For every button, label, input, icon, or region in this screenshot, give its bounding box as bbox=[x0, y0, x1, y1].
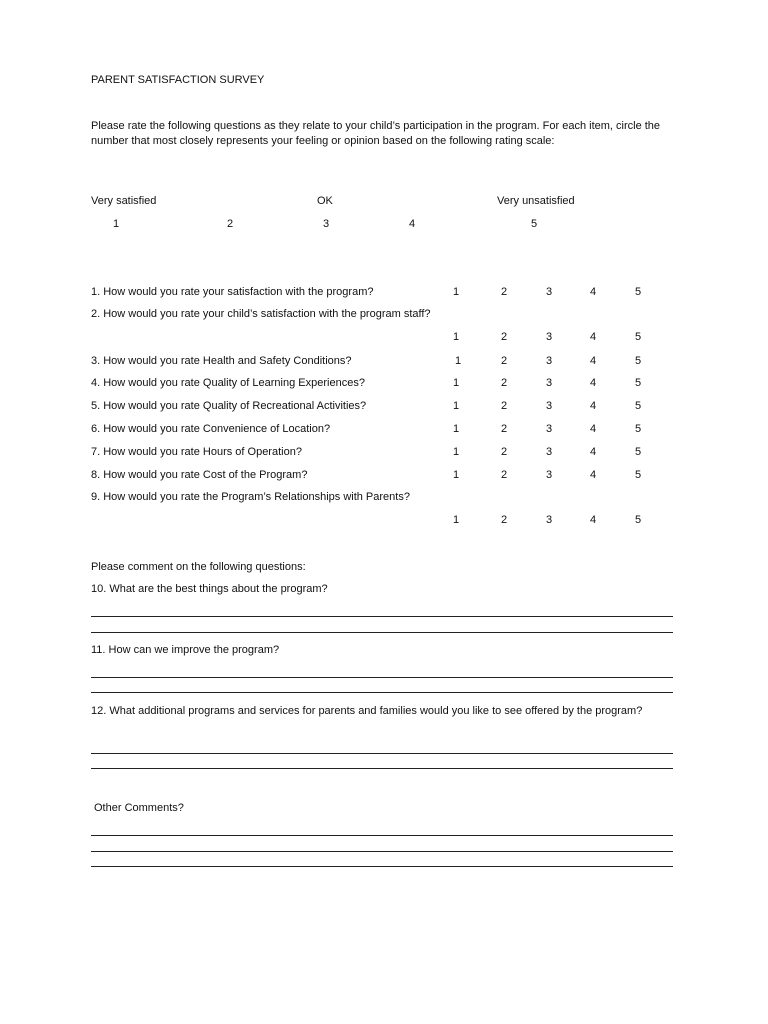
rating-option[interactable]: 5 bbox=[634, 331, 642, 343]
rating-option[interactable]: 5 bbox=[634, 355, 642, 367]
rating-option[interactable]: 4 bbox=[589, 514, 597, 526]
question-label: 6. How would you rate Convenience of Location? bbox=[91, 423, 331, 435]
rating-option[interactable]: 1 bbox=[452, 286, 460, 298]
intro-paragraph: Please rate the following questions as they relate to your child’s participation in the program. For each item, circle the number that most closely represents your feeling or opinion based on the following rating scale: bbox=[91, 120, 661, 147]
rating-option[interactable]: 5 bbox=[634, 400, 642, 412]
answer-line[interactable] bbox=[91, 616, 673, 617]
rating-option[interactable]: 2 bbox=[500, 400, 508, 412]
rating-option[interactable]: 1 bbox=[452, 400, 460, 412]
answer-line[interactable] bbox=[91, 692, 673, 693]
rating-option[interactable]: 3 bbox=[545, 446, 553, 458]
answer-line[interactable] bbox=[91, 632, 673, 633]
rating-option[interactable]: 1 bbox=[452, 446, 460, 458]
rating-option[interactable]: 4 bbox=[589, 355, 597, 367]
question-label: 2. How would you rate your child’s satisfaction with the program staff? bbox=[91, 308, 431, 320]
rating-option[interactable]: 3 bbox=[545, 377, 553, 389]
rating-option[interactable]: 5 bbox=[634, 446, 642, 458]
rating-option[interactable]: 1 bbox=[452, 514, 460, 526]
rating-option[interactable]: 1 bbox=[452, 469, 460, 481]
question-label: 1. How would you rate your satisfaction with the program? bbox=[91, 286, 374, 298]
question-label: 5. How would you rate Quality of Recreational Activities? bbox=[91, 400, 367, 412]
rating-option[interactable]: 5 bbox=[634, 377, 642, 389]
answer-line[interactable] bbox=[91, 835, 673, 836]
question-label: 3. How would you rate Health and Safety Conditions? bbox=[91, 355, 352, 367]
rating-option[interactable]: 2 bbox=[500, 469, 508, 481]
scale-label-ok: OK bbox=[317, 195, 333, 207]
rating-option[interactable]: 2 bbox=[500, 286, 508, 298]
rating-option[interactable]: 4 bbox=[589, 286, 597, 298]
rating-option[interactable]: 3 bbox=[545, 331, 553, 343]
rating-option[interactable]: 3 bbox=[545, 514, 553, 526]
rating-option[interactable]: 2 bbox=[500, 331, 508, 343]
rating-option[interactable]: 4 bbox=[589, 446, 597, 458]
rating-option[interactable]: 2 bbox=[500, 377, 508, 389]
scale-label-very-satisfied: Very satisfied bbox=[91, 195, 157, 207]
rating-option[interactable]: 3 bbox=[545, 286, 553, 298]
rating-option[interactable]: 2 bbox=[500, 423, 508, 435]
rating-option[interactable]: 4 bbox=[589, 331, 597, 343]
rating-option[interactable]: 4 bbox=[589, 469, 597, 481]
other-comments-label: Other Comments? bbox=[94, 802, 184, 814]
answer-line[interactable] bbox=[91, 851, 673, 852]
rating-option[interactable]: 1 bbox=[454, 355, 462, 367]
rating-option[interactable]: 4 bbox=[589, 400, 597, 412]
rating-option[interactable]: 3 bbox=[545, 400, 553, 412]
rating-option[interactable]: 3 bbox=[545, 355, 553, 367]
answer-line[interactable] bbox=[91, 753, 673, 754]
rating-option[interactable]: 2 bbox=[500, 355, 508, 367]
scale-number: 3 bbox=[322, 218, 330, 230]
rating-option[interactable]: 4 bbox=[589, 423, 597, 435]
rating-option[interactable]: 3 bbox=[545, 423, 553, 435]
rating-option[interactable]: 3 bbox=[545, 469, 553, 481]
open-question-label: 11. How can we improve the program? bbox=[91, 644, 280, 656]
rating-option[interactable]: 4 bbox=[589, 377, 597, 389]
rating-option[interactable]: 1 bbox=[452, 423, 460, 435]
scale-label-very-unsatisfied: Very unsatisfied bbox=[497, 195, 575, 207]
comment-heading: Please comment on the following questions: bbox=[91, 561, 306, 573]
rating-option[interactable]: 1 bbox=[452, 377, 460, 389]
answer-line[interactable] bbox=[91, 768, 673, 769]
scale-number: 1 bbox=[112, 218, 120, 230]
open-question-label: 12. What additional programs and services for parents and families would you like to see offered by the program? bbox=[91, 705, 643, 717]
rating-option[interactable]: 5 bbox=[634, 514, 642, 526]
scale-number: 2 bbox=[226, 218, 234, 230]
question-label: 7. How would you rate Hours of Operation? bbox=[91, 446, 302, 458]
rating-option[interactable]: 1 bbox=[452, 331, 460, 343]
rating-option[interactable]: 2 bbox=[500, 446, 508, 458]
scale-number: 4 bbox=[408, 218, 416, 230]
rating-option[interactable]: 5 bbox=[634, 423, 642, 435]
question-label: 4. How would you rate Quality of Learning Experiences? bbox=[91, 377, 365, 389]
question-label: 9. How would you rate the Program’s Relationships with Parents? bbox=[91, 491, 410, 503]
answer-line[interactable] bbox=[91, 677, 673, 678]
rating-option[interactable]: 5 bbox=[634, 469, 642, 481]
open-question-label: 10. What are the best things about the program? bbox=[91, 583, 328, 595]
answer-line[interactable] bbox=[91, 866, 673, 867]
rating-option[interactable]: 2 bbox=[500, 514, 508, 526]
scale-number: 5 bbox=[530, 218, 538, 230]
question-label: 8. How would you rate Cost of the Program? bbox=[91, 469, 308, 481]
page-title: PARENT SATISFACTION SURVEY bbox=[91, 74, 265, 86]
rating-option[interactable]: 5 bbox=[634, 286, 642, 298]
